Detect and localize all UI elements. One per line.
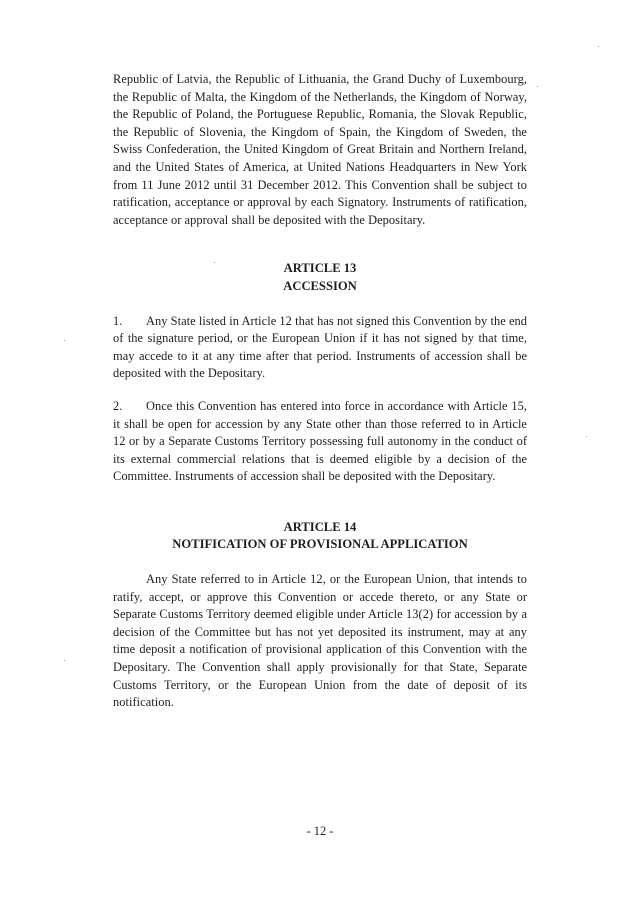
intro-paragraph: Republic of Latvia, the Republic of Lithuania, the Grand Duchy of Luxembourg, the Republic of Malta, the Kingdom of the Netherlands, the Kingdom of Norway, the Republic of Poland, the Portuguese Republic, Romania, the Slovak Republic, the Republic of Slovenia, the Kingdom of Spain, the Kingdom of Sweden, the Swiss Confederation, the United Kingdom of Great Britain and Northern Ireland, and the United States of America, at United Nations Headquarters in New York from 11 June 2012 until 31 December 2012. This Convention shall be subject to ratification, acceptance or approval by each Signatory. Instruments of ratification, acceptance or approval shall be deposited with the Depositary. bbox=[113, 72, 527, 227]
article-13-title: ACCESSION bbox=[283, 278, 357, 293]
paragraph-text: Any State listed in Article 12 that has not signed this Convention by the end of the signature period, or the European Union if it has not signed by that time, may accede to it at any time after that period. Instruments of accession shall be deposited with the Depositary. bbox=[113, 313, 527, 381]
scan-speck bbox=[214, 262, 215, 263]
article-13-paragraph-2 bbox=[113, 398, 527, 486]
article-14-paragraph: Any State referred to in Article 12, or the European Union, that intends to ratify, accept, or approve this Convention or accede thereto, or any State or Separate Customs Territory deemed eligible under Article 13(2) for accession by a decision of the Committee but has not yet deposited its instrument, may at any time deposit a notification of provisional application of this Convention with the Depositary. The Convention shall apply provisionally for that State, Separate Customs Territory, or the European Union from the date of deposit of its notification. bbox=[113, 572, 527, 710]
scan-speck bbox=[537, 86, 538, 87]
paragraph-number: 2. bbox=[113, 398, 123, 413]
scan-speck bbox=[64, 340, 65, 341]
paragraph-text: Once this Convention has entered into force in accordance with Article 15, it shall be open for accession by any State other than those referred to in Article 12 or by a Separate Customs Territory possessing full autonomy in the conduct of its external commercial relations that is deemed eligible by a decision of the Committee. Instruments of accession shall be deposited with the Depositary. bbox=[113, 398, 527, 484]
article-13-number: ARTICLE 13 bbox=[283, 261, 357, 276]
paragraph-number: 1. bbox=[113, 313, 123, 328]
article-14-number: ARTICLE 14 bbox=[283, 519, 357, 534]
scan-speck bbox=[64, 660, 65, 661]
article-13-paragraph-1 bbox=[113, 313, 527, 383]
article-14-title: NOTIFICATION OF PROVISIONAL APPLICATION bbox=[172, 537, 468, 552]
scan-speck bbox=[586, 436, 587, 437]
page-number: - 12 - bbox=[306, 824, 334, 838]
scan-speck bbox=[598, 46, 599, 47]
document-page bbox=[113, 71, 527, 712]
